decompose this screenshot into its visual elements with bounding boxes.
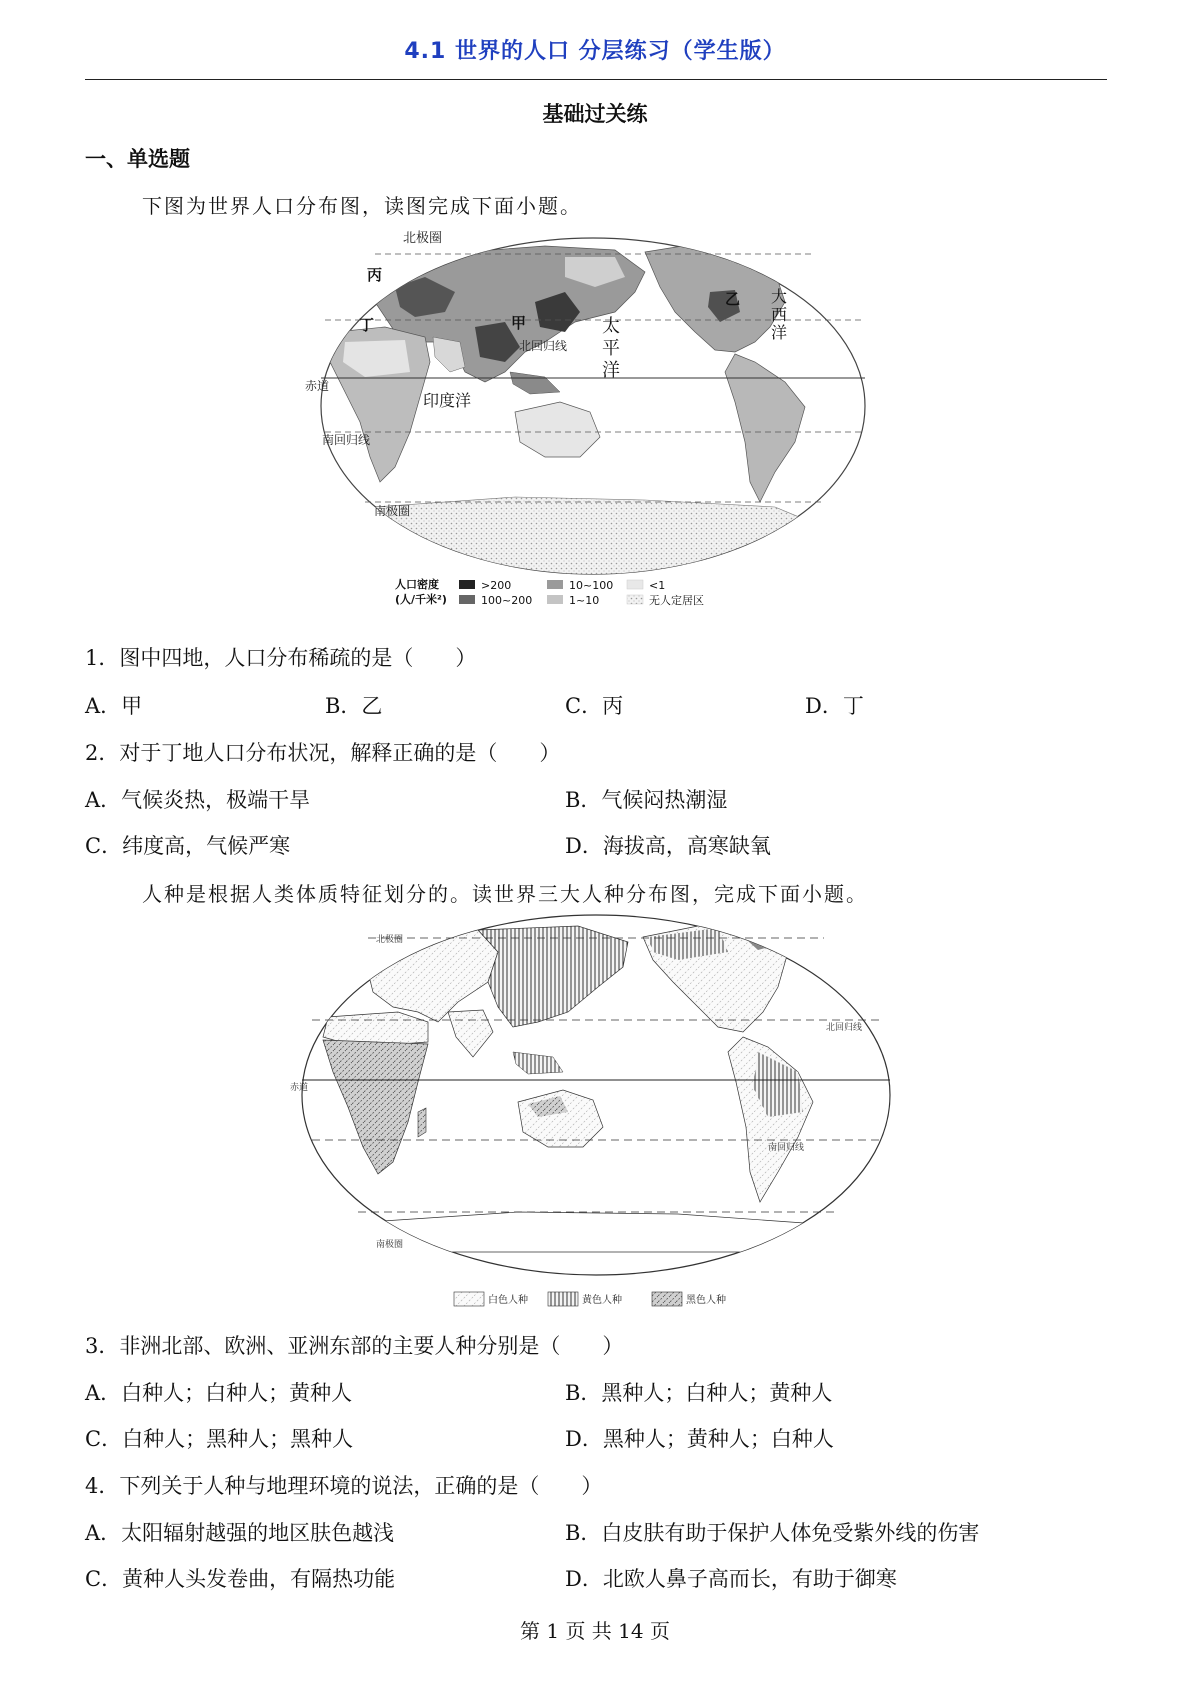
intro-text-1: 下图为世界人口分布图，读图完成下面小题。 <box>142 194 582 218</box>
q4-option-c[interactable]: C．黄种人头发卷曲，有隔热功能 <box>85 1567 396 1591</box>
q1-option-d[interactable]: D．丁 <box>805 694 864 718</box>
svg-text:10~100: 10~100 <box>569 579 614 592</box>
q3-option-b[interactable]: B．黑种人；白种人；黄种人 <box>565 1381 833 1405</box>
q3-option-a[interactable]: A．白种人；白种人；黄种人 <box>85 1381 353 1405</box>
q1-option-b[interactable]: B．乙 <box>325 694 383 718</box>
header-rule <box>85 79 1107 80</box>
svg-text:无人定居区: 无人定居区 <box>649 594 704 607</box>
page-footer: 第 1 页 共 14 页 <box>520 1619 670 1643</box>
svg-text:>200: >200 <box>481 579 512 592</box>
document-title: 4.1 世界的人口 分层练习（学生版） <box>404 39 786 64</box>
intro-text-2: 人种是根据人类体质特征划分的。读世界三大人种分布图，完成下面小题。 <box>142 882 868 906</box>
label-atlantic: 大西洋 <box>771 287 788 342</box>
race-label-arctic: 北极圈 <box>376 935 404 945</box>
q2-option-a[interactable]: A．气候炎热，极端干旱 <box>85 788 311 812</box>
label-ding: 丁 <box>359 316 375 334</box>
question-2-stem: 2．对于丁地人口分布状况，解释正确的是（ ） <box>85 741 561 765</box>
label-equator: 赤道 <box>305 379 330 393</box>
svg-text:人口密度: 人口密度 <box>395 578 439 591</box>
q4-option-a[interactable]: A．太阳辐射越强的地区肤色越浅 <box>85 1521 395 1545</box>
question-3-stem: 3．非洲北部、欧洲、亚洲东部的主要人种分别是（ ） <box>85 1334 624 1358</box>
race-label-cancer: 北回归线 <box>826 1023 863 1033</box>
label-arctic: 北极圈 <box>403 231 443 246</box>
svg-text:1~10: 1~10 <box>569 594 600 607</box>
race-legend <box>454 1292 726 1306</box>
svg-text:<1: <1 <box>649 579 666 592</box>
question-1-stem: 1．图中四地，人口分布稀疏的是（ ） <box>85 646 477 670</box>
race-label-capricorn: 南回归线 <box>768 1143 805 1153</box>
question-4-stem: 4．下列关于人种与地理环境的说法，正确的是（ ） <box>85 1474 603 1498</box>
label-cancer: 北回归线 <box>519 339 568 353</box>
population-landmasses <box>330 236 835 592</box>
q4-option-b[interactable]: B．白皮肤有助于保护人体免受紫外线的伤害 <box>565 1521 980 1545</box>
svg-text:黄色人种: 黄色人种 <box>582 1295 622 1306</box>
q2-option-d[interactable]: D．海拔高，高寒缺氧 <box>565 834 771 858</box>
svg-text:(人/千米²): (人/千米²) <box>395 593 447 606</box>
q1-option-a[interactable]: A．甲 <box>85 694 143 718</box>
q2-option-c[interactable]: C．纬度高，气候严寒 <box>85 834 291 858</box>
label-capricorn: 南回归线 <box>322 433 371 447</box>
label-indian: 印度洋 <box>423 391 472 410</box>
section-heading: 一、单选题 <box>85 147 190 171</box>
q4-option-d[interactable]: D．北欧人鼻子高而长，有助于御寒 <box>565 1567 897 1591</box>
svg-text:白色人种: 白色人种 <box>488 1295 528 1306</box>
label-pacific: 太平洋 <box>602 316 620 381</box>
population-map <box>305 231 871 622</box>
label-jia: 甲 <box>511 314 527 332</box>
q3-option-c[interactable]: C．白种人；黑种人；黑种人 <box>85 1427 354 1451</box>
q3-option-d[interactable]: D．黑种人；黄种人；白种人 <box>565 1427 834 1451</box>
svg-text:100~200: 100~200 <box>481 594 533 607</box>
race-map <box>290 912 894 1308</box>
population-legend <box>395 577 704 607</box>
section-subtitle: 基础过关练 <box>542 102 648 126</box>
svg-text:黑色人种: 黑色人种 <box>686 1295 726 1306</box>
label-yi: 乙 <box>725 290 741 308</box>
race-label-equator: 赤道 <box>290 1083 309 1093</box>
label-bing: 丙 <box>367 266 383 284</box>
race-label-antarctic: 南极圈 <box>376 1240 404 1250</box>
label-antarctic: 南极圈 <box>374 504 411 518</box>
q2-option-b[interactable]: B．气候闷热潮湿 <box>565 788 728 812</box>
q1-option-c[interactable]: C．丙 <box>565 694 624 718</box>
